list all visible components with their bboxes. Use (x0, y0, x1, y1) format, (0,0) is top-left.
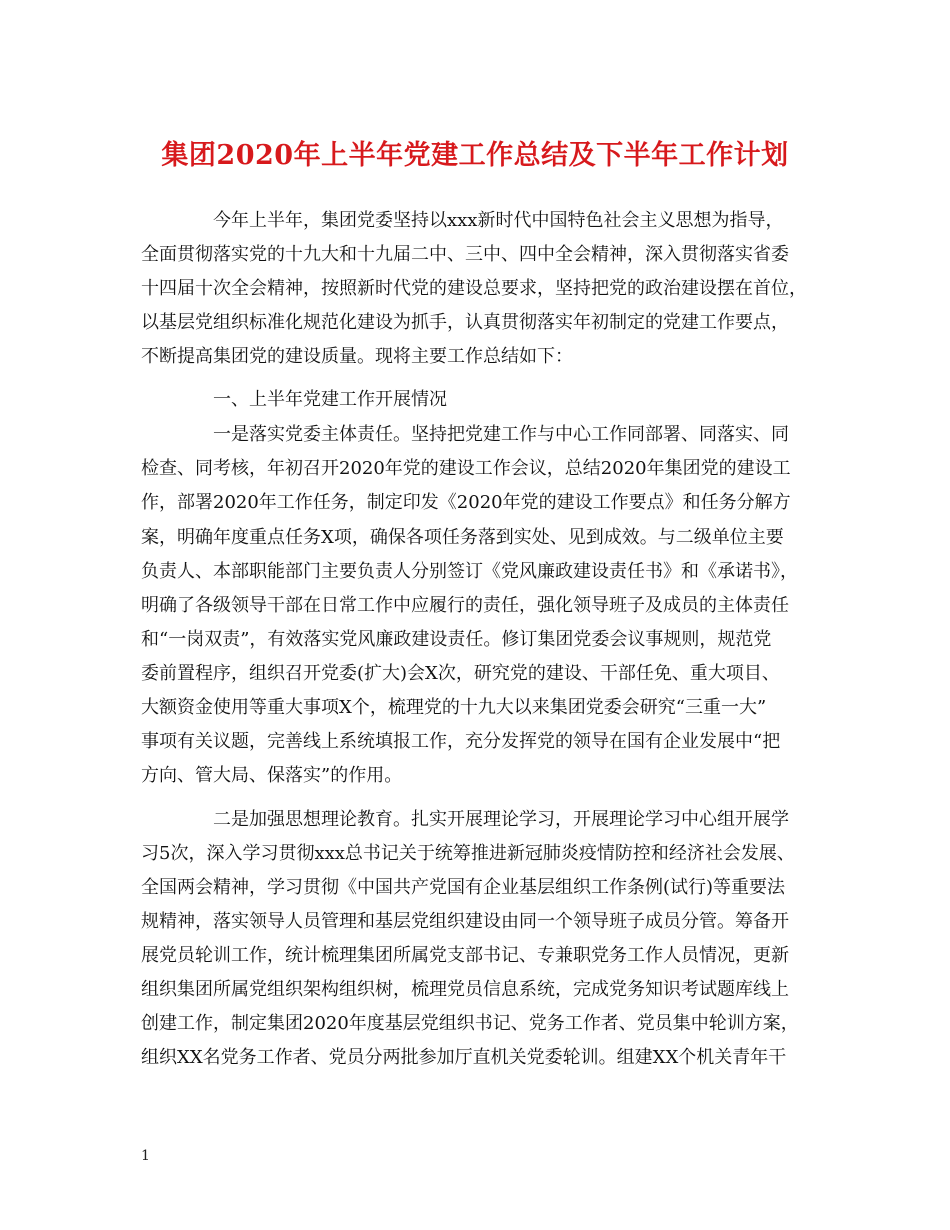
paragraph-line: 案，明确年度重点任务X项，确保各项任务落到实处、见到成效。与二级单位主要 (141, 527, 784, 548)
paragraph-line: 二是加强思想理论教育。扎实开展理论学习，开展理论学习中心组开展学 (213, 809, 789, 830)
paragraph-line: 明确了各级领导干部在日常工作中应履行的责任，强化领导班子及成员的主体责任 (141, 595, 789, 616)
page-number: 1 (141, 1148, 150, 1164)
section-heading: 一、上半年党建工作开展情况 (213, 389, 447, 410)
paragraph-line: 大额资金使用等重大事项X个，梳理党的十九大以来集团党委会研究“三重一大” (141, 697, 767, 718)
paragraph-line: 全面贯彻落实党的十九大和十九届二中、三中、四中全会精神，深入贯彻落实省委 (141, 244, 789, 265)
paragraph-line: 不断提高集团党的建设质量。现将主要工作总结如下： (141, 346, 573, 367)
document-title: 集团2020年上半年党建工作总结及下半年工作计划 (161, 140, 789, 171)
paragraph-line: 负责人、本部职能部门主要负责人分别签订《党风廉政建设责任书》和《承诺书》， (141, 561, 798, 582)
paragraph-line: 习5次，深入学习贯彻xxx总书记关于统筹推进新冠肺炎疫情防控和经济社会发展、 (141, 843, 795, 864)
paragraph-line: 规精神，落实领导人员管理和基层党组织建设由同一个领导班子成员分管。筹备开 (141, 911, 789, 932)
paragraph-line: 以基层党组织标准化规范化建设为抓手，认真贯彻落实年初制定的党建工作要点， (141, 312, 789, 333)
paragraph-line: 今年上半年，集团党委坚持以xxx新时代中国特色社会主义思想为指导， (213, 210, 784, 231)
paragraph-line: 组织集团所属党组织架构组织树，梳理党员信息系统，完成党务知识考试题库线上 (141, 979, 789, 1000)
paragraph-line: 创建工作，制定集团2020年度基层党组织书记、党务工作者、党员集中轮训方案， (141, 1013, 799, 1034)
paragraph-line: 和“一岗双责”，有效落实党风廉政建设责任。修订集团党委会议事规则，规范党 (141, 629, 772, 650)
paragraph-line: 事项有关议题，完善线上系统填报工作，充分发挥党的领导在国有企业发展中“把 (141, 731, 781, 752)
paragraph-line: 检查、同考核，年初召开2020年党的建设工作会议，总结2020年集团党的建设工 (141, 458, 791, 479)
paragraph-line: 方向、管大局、保落实”的作用。 (141, 765, 403, 786)
paragraph-line: 全国两会精神，学习贯彻《中国共产党国有企业基层组织工作条例(试行)等重要法 (141, 877, 786, 898)
paragraph-line: 展党员轮训工作，统计梳理集团所属党支部书记、专兼职党务工作人员情况，更新 (141, 945, 789, 966)
paragraph-line: 十四届十次全会精神，按照新时代党的建设总要求，坚持把党的政治建设摆在首位， (141, 278, 807, 299)
paragraph-line: 委前置程序，组织召开党委(扩大)会X次，研究党的建设、干部任免、重大项目、 (141, 663, 780, 684)
paragraph-line: 一是落实党委主体责任。坚持把党建工作与中心工作同部署、同落实、同 (213, 424, 789, 445)
paragraph-line: 组织XX名党务工作者、党员分两批参加厅直机关党委轮训。组建XX个机关青年干 (141, 1047, 787, 1068)
paragraph-line: 作，部署2020年工作任务，制定印发《2020年党的建设工作要点》和任务分解方 (141, 492, 791, 513)
